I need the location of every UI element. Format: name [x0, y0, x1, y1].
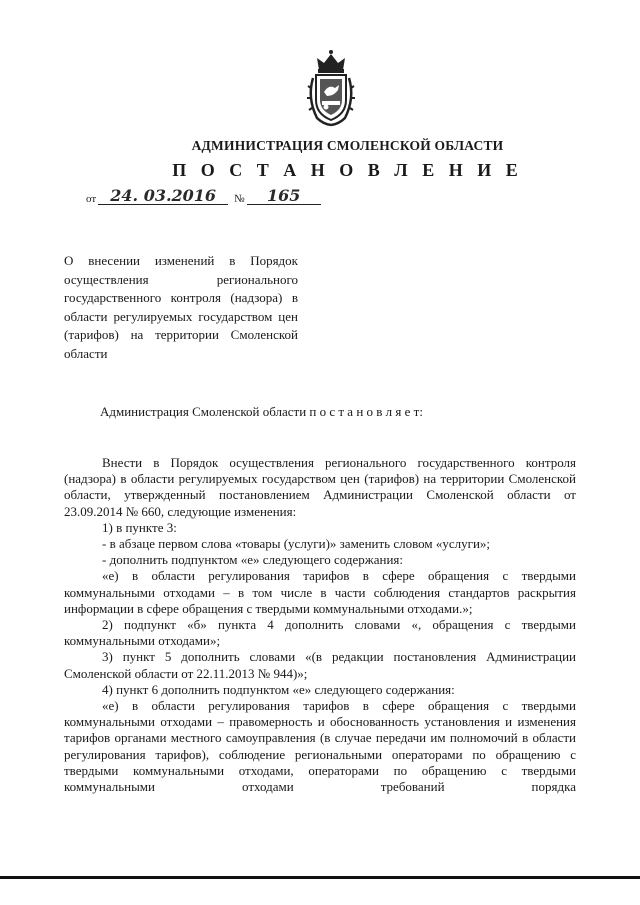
resolution-intro: Администрация Смоленской области п о с т а н о в л я е т:: [100, 404, 423, 419]
body-paragraph: 3) пункт 5 дополнить словами «(в редакции постановления Администрации Смоленской области от 22.11.2013 № 944)»;: [64, 649, 576, 681]
body-paragraph: - в абзаце первом слова «товары (услуги)» заменить словом «услуги»;: [102, 536, 491, 552]
body-paragraph: 1) в пункте 3:: [102, 519, 177, 535]
body-paragraph: Внести в Порядок осуществления регионального государственного контроля (надзора) в области регулируемых государством цен (тарифов) на территории Смоленской области, утвержденный постановлением Администрации Смоленской области от 23.09.2014 № 660, следующие изменения:: [64, 455, 576, 519]
coat-of-arms-emblem: [305, 48, 357, 128]
organization-name: АДМИНИСТРАЦИЯ СМОЛЕНСКОЙ ОБЛАСТИ: [191, 138, 504, 153]
document-subject: [64, 252, 298, 363]
bottom-border-line: [0, 876, 640, 879]
document-date: 24. 03.2016: [98, 188, 228, 205]
number-prefix: №: [234, 193, 245, 205]
document-type-title: П О С Т А Н О В Л Е Н И Е: [172, 160, 523, 180]
body-paragraph: 4) пункт 6 дополнить подпунктом «е» следующего содержания:: [102, 681, 455, 697]
date-prefix: от: [86, 193, 97, 205]
document-number-line: [84, 188, 321, 205]
document-number: 165: [247, 188, 321, 205]
subject-text: О внесении изменений в Порядок осуществления регионального государственного контроля (надзора) в области регулируемых государством цен (тарифов) на территории Смоленской области: [64, 253, 298, 361]
body-paragraph: «е) в области регулирования тарифов в сфере обращения с твердыми коммунальными отходами – в том числе в части соблюдения стандартов раскрытия информации в сфере обращения с твердыми коммунальными отходами.»;: [64, 568, 576, 616]
body-paragraph: - дополнить подпунктом «е» следующего содержания:: [102, 552, 404, 568]
body-paragraph: «е) в области регулирования тарифов в сфере обращения с твердыми коммунальными отходами – правомерность и обоснованность установления и изменения тарифов органами местного самоуправления (в случае передачи им полномочий в области регулирования тарифов), соблюдение региональными операторами по обращению с твердыми коммунальными отходами, операторами по обращению с твердыми коммунальными отходами требований порядка: [64, 698, 576, 795]
document-body: [64, 455, 576, 795]
body-paragraph: 2) подпункт «б» пункта 4 дополнить словами «, обращения с твердыми коммунальными отходами»;: [64, 617, 576, 649]
